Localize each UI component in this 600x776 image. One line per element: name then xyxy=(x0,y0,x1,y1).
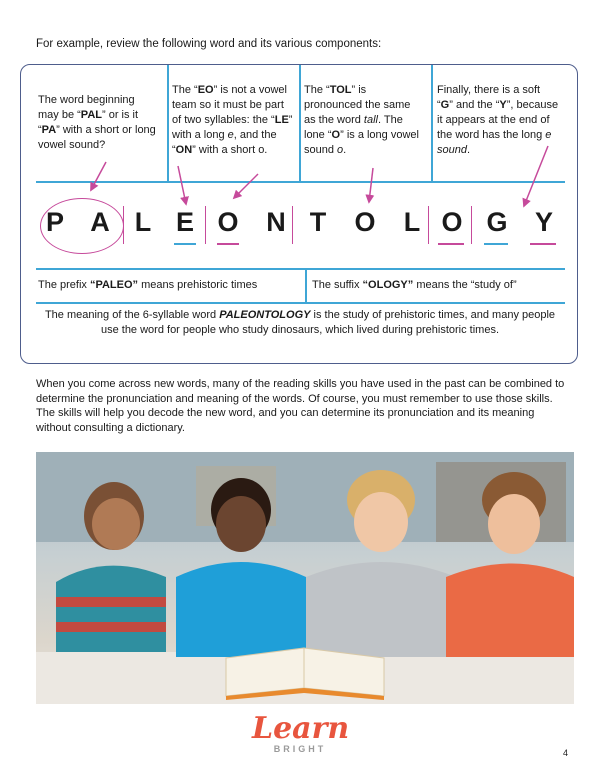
letter-l: L xyxy=(134,207,152,237)
logo-subtitle: BRIGHT xyxy=(273,744,327,754)
prefix-note: The prefix “PALEO” means prehistoric times xyxy=(38,279,258,291)
letter-o: O xyxy=(217,207,239,237)
suffix-note: The suffix “OLOGY” means the “study of” xyxy=(312,279,517,291)
intro-text: For example, review the following word and its various components: xyxy=(36,38,382,50)
syllable-divider xyxy=(205,206,206,244)
note-tol-pronunciation: The “TOL” is pronounced the same as the word tall. The lone “O” is a long vowel sound o. xyxy=(304,84,419,156)
word-meaning: The meaning of the 6-syllable word PALEONTOLOGY is the study of prehistoric times, and many people use the word for people who study dinosaurs, which lived during prehistoric times. xyxy=(44,309,556,336)
letter-n: N xyxy=(266,207,286,237)
photo-illustration xyxy=(36,452,574,704)
letter-t: T xyxy=(309,207,327,237)
letter-o: O xyxy=(354,207,376,237)
logo-wordmark: Learn xyxy=(252,711,350,746)
short-vowel-underline xyxy=(217,243,239,245)
children-reading-photo xyxy=(36,452,574,704)
letter-o: O xyxy=(441,207,463,237)
note-eo-vowel-team: The “EO” is not a vowel team so it must be part of two syllables: the “LE” with a long e, and the “ON” with a short o. xyxy=(172,84,293,156)
arrow-on xyxy=(234,174,258,198)
syllable-divider xyxy=(123,206,124,244)
note-soft-g-and-y: Finally, there is a soft “G” and the “Y”, because it appears at the end of the word has the long e sound. xyxy=(437,84,559,156)
soft-g-underline xyxy=(484,243,508,245)
page-number: 4 xyxy=(563,748,569,758)
long-vowel-underline xyxy=(174,243,196,245)
letter-y: Y xyxy=(534,207,553,237)
letter-p: P xyxy=(45,207,64,237)
short-vowel-underline xyxy=(438,243,464,245)
syllable-divider xyxy=(292,206,293,244)
syllable-divider xyxy=(471,206,472,244)
letter-g: G xyxy=(486,207,508,237)
arrow-e xyxy=(178,166,186,204)
letter-e: E xyxy=(175,207,194,237)
syllable-divider xyxy=(428,206,429,244)
arrow-pal xyxy=(91,162,106,190)
letter-l: L xyxy=(403,207,421,237)
note-pal-or-pa: The word beginning may be “PAL” or is it “PA” with a short or long vowel sound? xyxy=(38,94,156,151)
arrow-o xyxy=(369,168,373,202)
body-paragraph: When you come across new words, many of the reading skills you have used in the past can be combined to determine the pronunciation and meaning of the words. Of course, you must remember to use those skills. The skills will help you decode the new word, and you can determine its pronunciation and its meaning without consulting a dictionary. xyxy=(36,378,565,434)
arrow-gy xyxy=(524,146,548,206)
learn-bright-logo xyxy=(252,712,348,766)
letter-a: A xyxy=(90,207,110,237)
long-e-underline xyxy=(530,243,556,245)
